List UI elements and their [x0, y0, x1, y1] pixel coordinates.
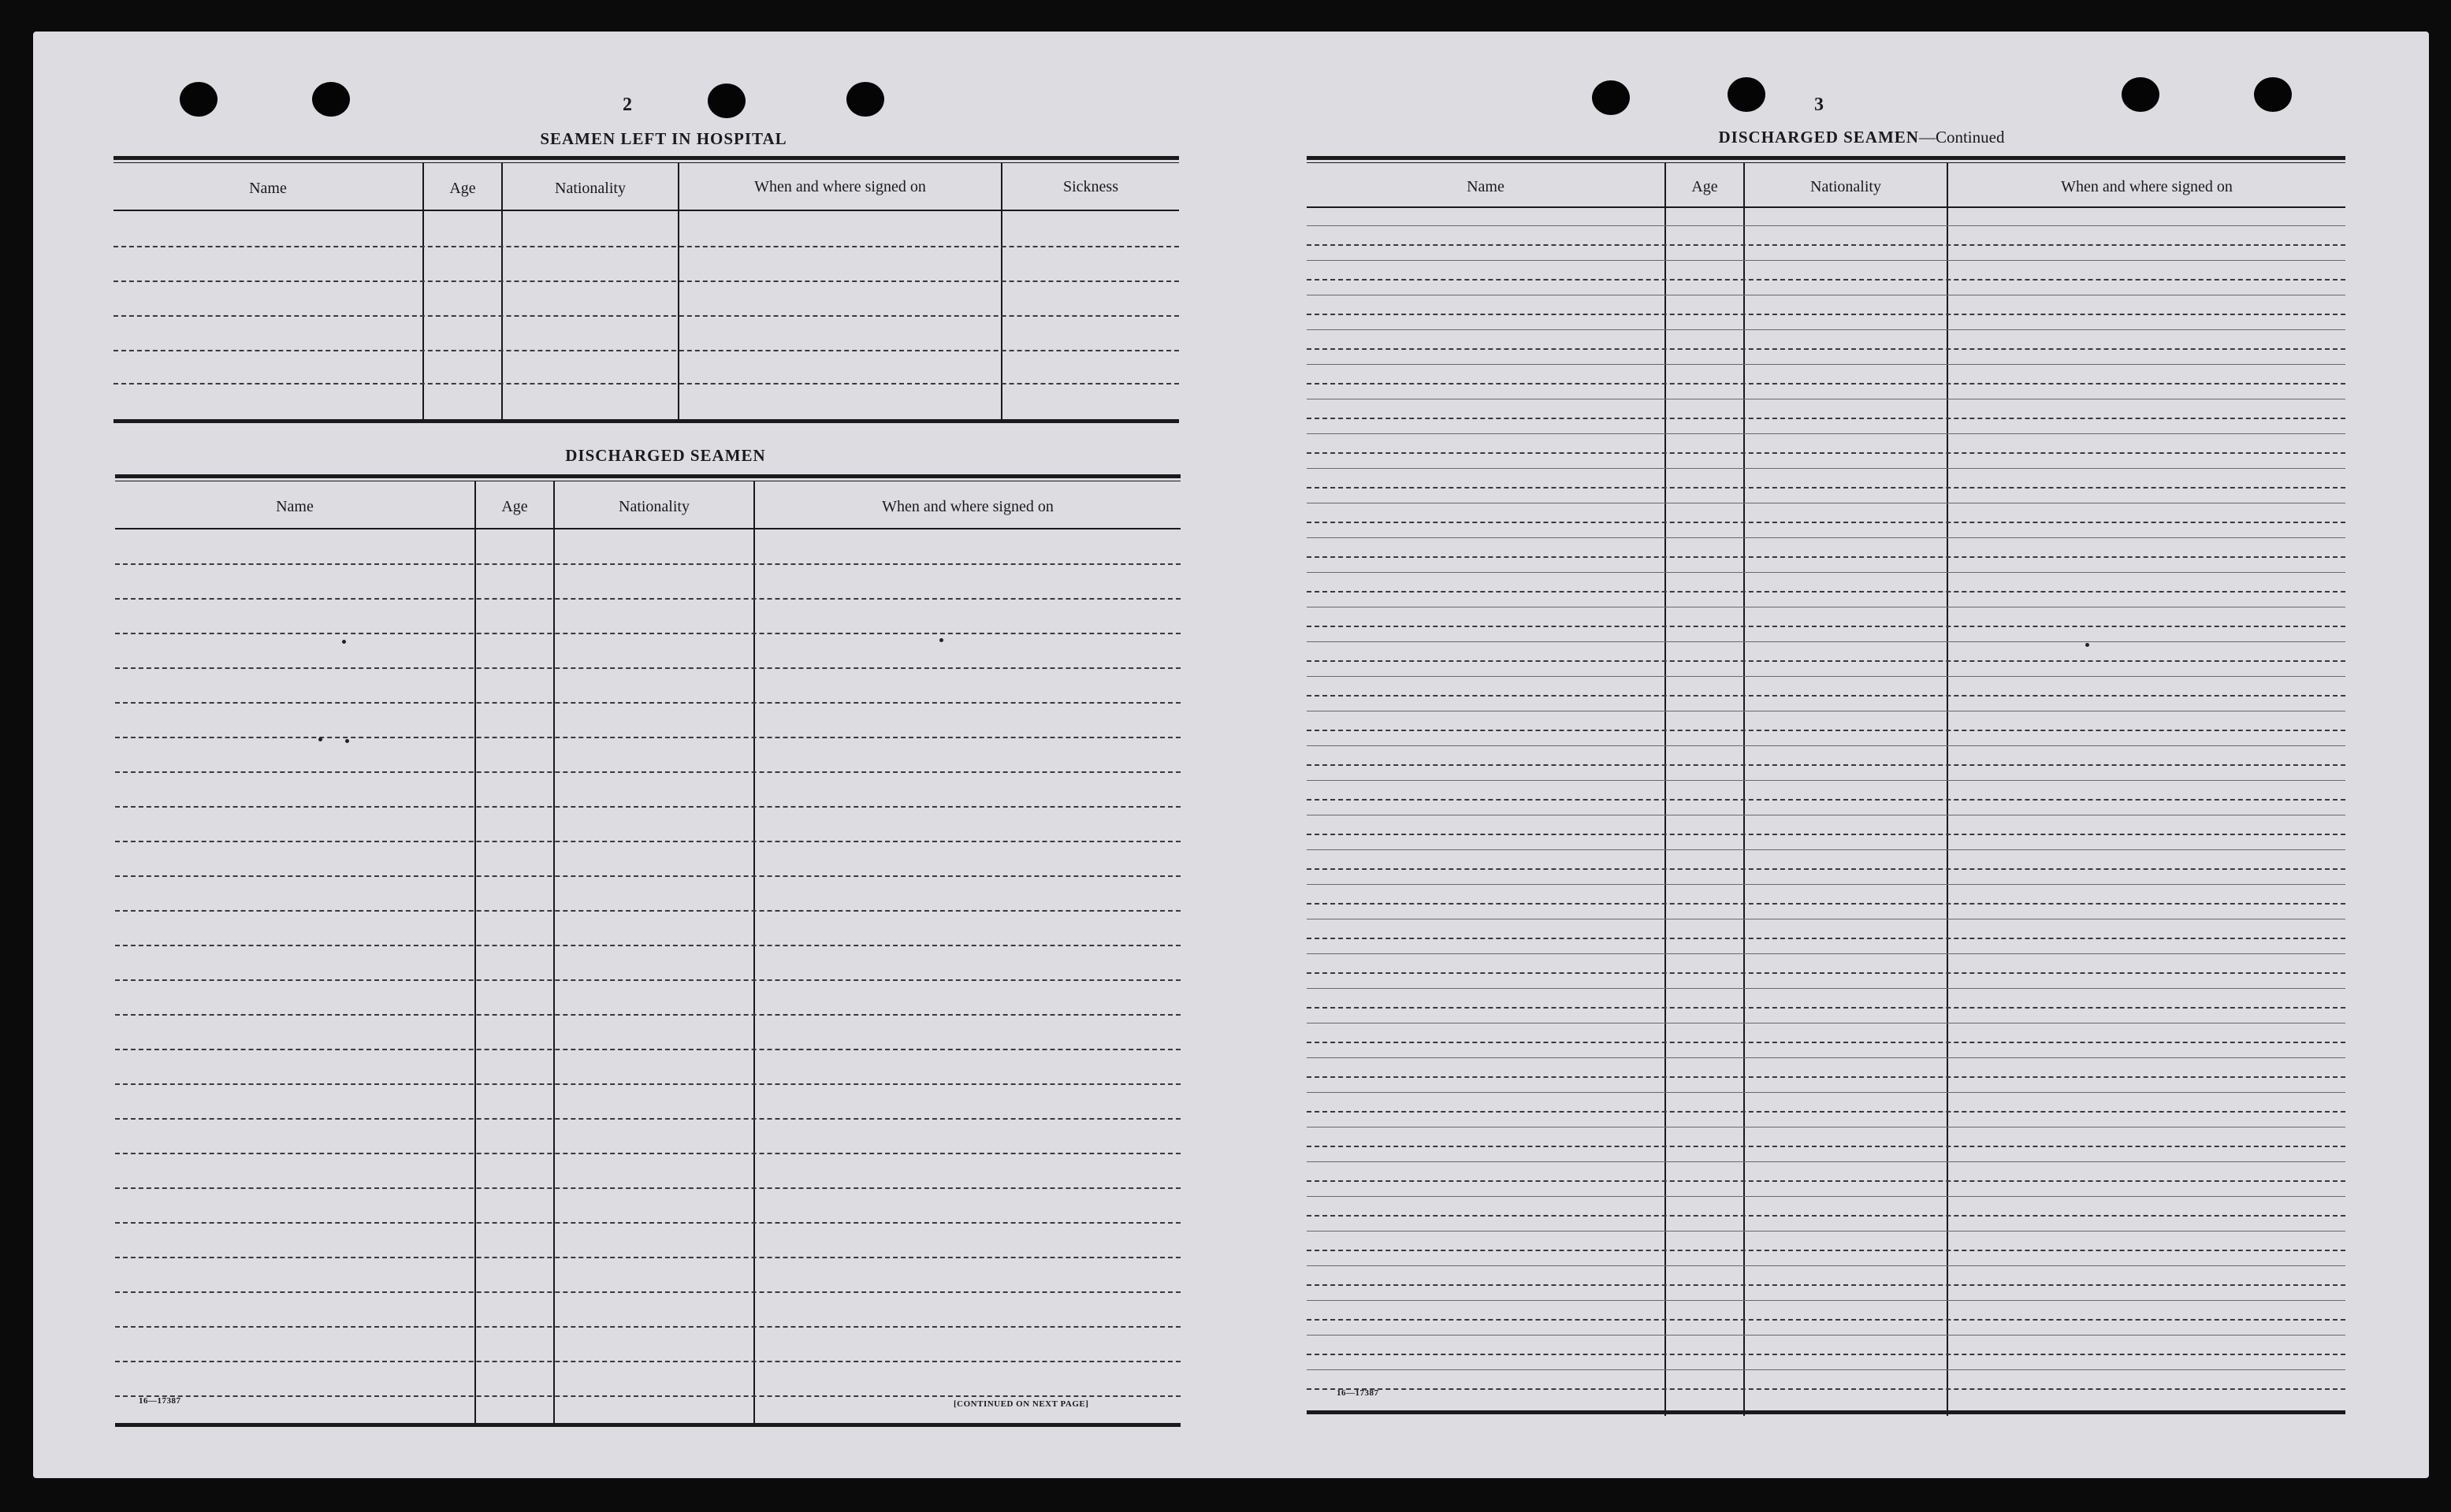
hospital-section-title: SEAMEN LEFT IN HOSPITAL	[540, 129, 787, 148]
punch-hole	[312, 82, 350, 117]
continued-col-name: Name	[1467, 178, 1504, 195]
page-number-right: 3	[1814, 95, 1824, 115]
hospital-col-sickness: Sickness	[1063, 178, 1118, 195]
punch-hole	[2122, 77, 2159, 112]
punch-hole	[2254, 77, 2292, 112]
punch-hole	[708, 84, 746, 118]
paper-speck	[2085, 643, 2089, 647]
hospital-col-age: Age	[449, 180, 476, 197]
punch-hole	[846, 82, 884, 117]
punch-hole	[1728, 77, 1765, 112]
discharged-col-signed-on: When and where signed on	[882, 498, 1054, 515]
document-sheet	[33, 32, 2429, 1478]
discharged-table-right	[1307, 156, 2345, 1418]
discharged-col-age: Age	[501, 498, 528, 515]
discharged-col-name: Name	[276, 498, 314, 515]
punch-hole	[1592, 80, 1630, 115]
continued-col-nationality: Nationality	[1810, 178, 1881, 195]
continued-col-age: Age	[1691, 178, 1718, 195]
punch-hole	[180, 82, 218, 117]
paper-speck	[345, 739, 349, 743]
paper-speck	[318, 737, 322, 741]
hospital-col-name: Name	[249, 180, 287, 197]
continued-col-signed-on: When and where signed on	[2061, 178, 2233, 195]
hospital-col-nationality: Nationality	[555, 180, 626, 197]
discharged-table-left	[115, 474, 1181, 1426]
page-number-left: 2	[623, 95, 632, 115]
discharged-continued-title-main: DISCHARGED SEAMEN	[1718, 128, 1919, 147]
paper-speck	[939, 638, 943, 642]
form-number-right: 16—17387	[1337, 1388, 1379, 1398]
hospital-table	[113, 156, 1179, 424]
paper-speck	[342, 640, 346, 644]
hospital-col-signed-on: When and where signed on	[754, 178, 926, 195]
continued-note: [CONTINUED ON NEXT PAGE]	[954, 1399, 1089, 1409]
discharged-section-title: DISCHARGED SEAMEN	[565, 446, 766, 465]
form-number-left: 16—17387	[139, 1396, 181, 1406]
discharged-continued-title	[1310, 128, 2413, 147]
discharged-continued-title-suffix: —Continued	[1918, 128, 2005, 147]
discharged-col-nationality: Nationality	[619, 498, 690, 515]
